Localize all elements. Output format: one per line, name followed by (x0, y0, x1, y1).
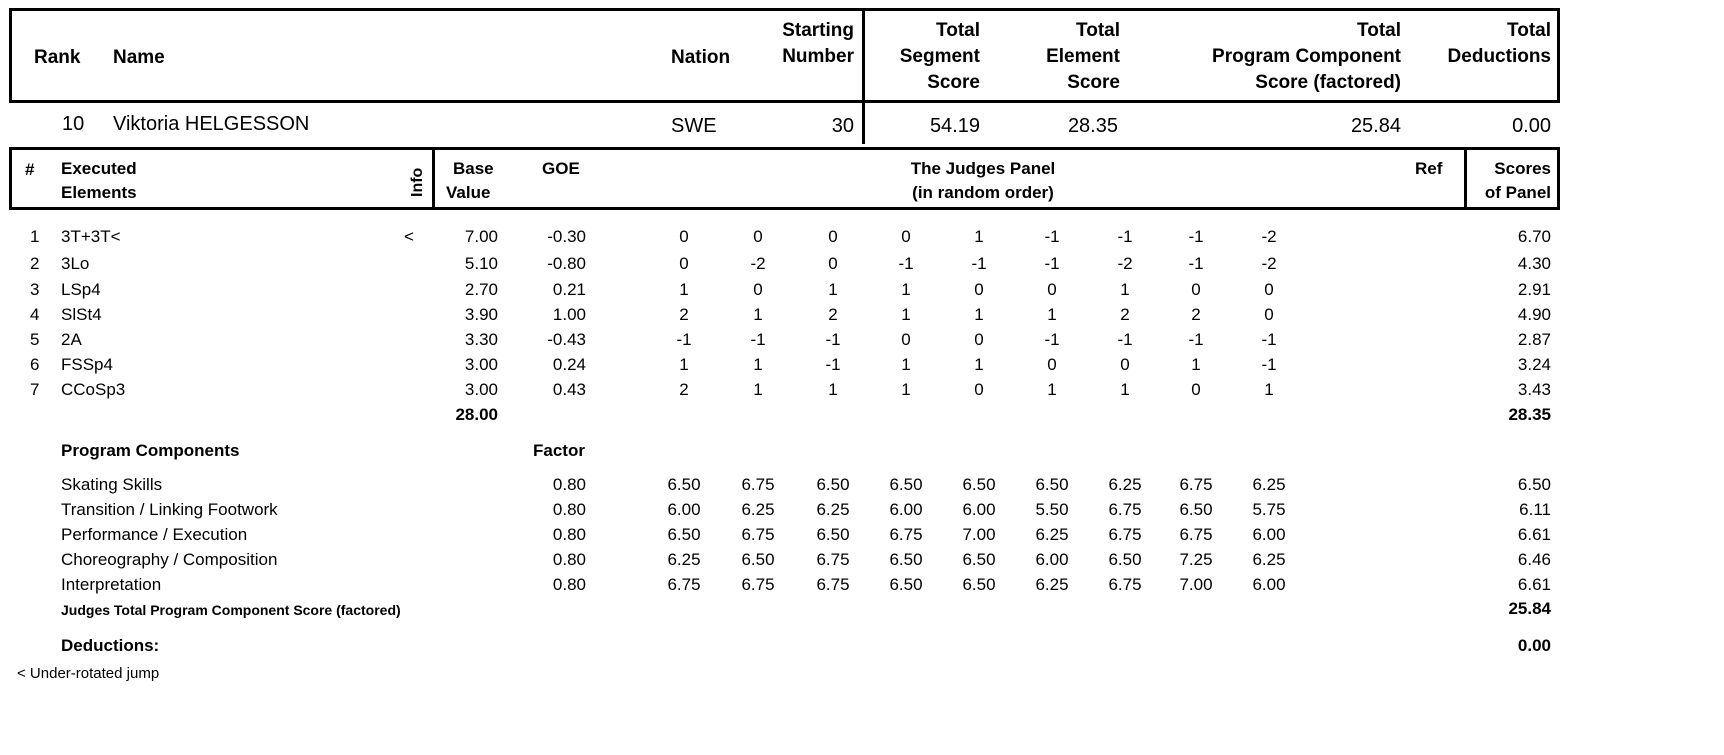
judge-component-score: 6.25 (1108, 475, 1142, 494)
judge-component-score: 6.75 (1108, 500, 1142, 519)
element-base-value: 7.00 (464, 227, 498, 246)
element-base-value: 3.00 (464, 355, 498, 374)
element-number: 6 (30, 355, 40, 374)
skater-deductions: 0.00 (1512, 115, 1551, 137)
judge-component-score: 6.50 (1035, 475, 1069, 494)
judge-component-score: 6.75 (816, 575, 850, 594)
judge-component-score: 6.75 (1179, 525, 1213, 544)
judge-component-score: 5.50 (1035, 500, 1069, 519)
judge-component-score: 5.75 (1252, 500, 1286, 519)
judge-component-score: 6.25 (667, 550, 701, 569)
judge-component-score: 7.00 (962, 525, 996, 544)
element-name: FSSp4 (61, 355, 113, 374)
tss-header: Total Segment Score (899, 20, 980, 93)
judge-score: 1 (901, 305, 911, 324)
base-value-total: 28.00 (455, 405, 498, 424)
judge-component-score: 6.50 (889, 475, 923, 494)
judge-score: 1 (1120, 280, 1130, 299)
judge-score: -1 (1044, 227, 1060, 246)
judge-component-score: 6.75 (1179, 475, 1213, 494)
element-name: CCoSp3 (61, 380, 126, 399)
judge-component-score: 6.50 (816, 525, 850, 544)
judge-score: -1 (1188, 227, 1204, 246)
judge-component-score: 6.50 (1108, 550, 1142, 569)
component-factor: 0.80 (552, 575, 586, 594)
factor-header: Factor (533, 441, 585, 460)
judge-score: 0 (828, 227, 838, 246)
judge-component-score: 6.25 (741, 500, 775, 519)
num-header: # (25, 160, 35, 179)
judge-component-score: 7.25 (1179, 550, 1213, 569)
judge-score: 2 (679, 305, 689, 324)
component-name: Transition / Linking Footwork (61, 500, 278, 519)
judge-score: 1 (1047, 305, 1057, 324)
component-panel-score: 6.11 (1519, 500, 1551, 519)
skater-tss: 54.19 (929, 115, 980, 137)
element-base-value: 5.10 (464, 254, 498, 273)
component-row (0, 572, 1724, 598)
judge-score: 1 (1264, 380, 1274, 399)
element-row (0, 352, 1724, 378)
component-panel-score: 6.46 (1517, 550, 1551, 569)
judge-score: 0 (828, 254, 838, 273)
tes-header: Total Element Score (1046, 20, 1120, 93)
judge-component-score: 6.50 (816, 475, 850, 494)
elements-header-box (9, 147, 1560, 210)
pcs-total-value: 25.84 (1508, 599, 1551, 618)
element-goe: -0.43 (547, 330, 586, 349)
element-panel-score: 3.24 (1517, 355, 1551, 374)
judge-score: -2 (750, 254, 766, 273)
judge-score: -1 (750, 330, 766, 349)
element-goe: -0.30 (547, 227, 586, 246)
element-goe: 0.24 (552, 355, 586, 374)
judge-component-score: 6.75 (741, 575, 775, 594)
judge-score: 0 (679, 254, 689, 273)
judge-score: 1 (753, 305, 763, 324)
judge-component-score: 6.25 (1035, 575, 1069, 594)
element-score-total: 28.35 (1508, 405, 1551, 424)
judge-score: 1 (1120, 380, 1130, 399)
skater-pcs: 25.84 (1350, 115, 1401, 137)
judge-component-score: 6.00 (667, 500, 701, 519)
element-row (0, 224, 1724, 250)
deductions-label: Deductions: (61, 636, 160, 655)
judge-score: -1 (1188, 330, 1204, 349)
program-components-title: Program Components (61, 441, 240, 460)
element-goe: 0.43 (552, 380, 586, 399)
element-name: LSp4 (61, 280, 101, 299)
element-panel-score: 3.43 (1517, 380, 1551, 399)
judge-component-score: 6.50 (667, 475, 701, 494)
base-value-header: Base Value (446, 159, 494, 202)
elements-header-divider-right (1464, 147, 1467, 210)
judge-component-score: 6.25 (1035, 525, 1069, 544)
judge-component-score: 6.50 (1179, 500, 1213, 519)
element-panel-score: 4.90 (1517, 305, 1551, 324)
deductions-header: Total Deductions (1447, 20, 1551, 67)
deductions-value: 0.00 (1517, 636, 1551, 655)
element-base-value: 2.70 (464, 280, 498, 299)
element-info: < (404, 227, 414, 246)
component-factor: 0.80 (552, 475, 586, 494)
component-name: Interpretation (61, 575, 162, 594)
judge-score: 1 (901, 380, 911, 399)
judge-score: 1 (974, 305, 984, 324)
judge-component-score: 6.00 (1252, 575, 1286, 594)
judge-component-score: 6.25 (1252, 550, 1286, 569)
skater-starting-number: 30 (831, 115, 854, 137)
judge-score: -1 (971, 254, 987, 273)
judge-score: -1 (898, 254, 914, 273)
judge-component-score: 6.75 (1108, 575, 1142, 594)
component-panel-score: 6.61 (1517, 575, 1551, 594)
element-number: 7 (30, 380, 40, 399)
component-row (0, 497, 1724, 523)
judge-component-score: 6.75 (1108, 525, 1142, 544)
judge-component-score: 6.00 (962, 500, 996, 519)
judge-component-score: 6.00 (1035, 550, 1069, 569)
component-panel-score: 6.61 (1517, 525, 1551, 544)
element-base-value: 3.90 (464, 305, 498, 324)
element-number: 5 (30, 330, 40, 349)
judge-score: 0 (679, 227, 689, 246)
judge-score: 1 (679, 280, 689, 299)
ref-header: Ref (1415, 159, 1443, 178)
judge-score: 0 (1047, 280, 1057, 299)
judge-score: 2 (679, 380, 689, 399)
judge-score: 0 (1047, 355, 1057, 374)
judge-score: 2 (1191, 305, 1201, 324)
judge-component-score: 6.25 (1252, 475, 1286, 494)
judge-score: 0 (1191, 280, 1201, 299)
judge-score: 1 (901, 355, 911, 374)
judge-score: 1 (1047, 380, 1057, 399)
judge-component-score: 6.50 (962, 575, 996, 594)
nation-header: Nation (671, 47, 731, 68)
element-row (0, 302, 1724, 328)
judge-score: -1 (1261, 330, 1277, 349)
element-name: 3T+3T< (61, 227, 121, 246)
component-name: Choreography / Composition (61, 550, 278, 569)
judge-score: 0 (974, 380, 984, 399)
judge-component-score: 6.50 (962, 550, 996, 569)
judge-score: 1 (901, 280, 911, 299)
component-factor: 0.80 (552, 525, 586, 544)
judge-component-score: 6.50 (667, 525, 701, 544)
judge-score: 0 (1191, 380, 1201, 399)
element-number: 1 (30, 227, 40, 246)
judge-score: 1 (753, 355, 763, 374)
element-row (0, 277, 1724, 303)
element-panel-score: 6.70 (1517, 227, 1551, 246)
skater-name: Viktoria HELGESSON (113, 113, 310, 135)
judge-score: 0 (753, 227, 763, 246)
element-number: 2 (30, 254, 40, 273)
element-name: SlSt4 (61, 305, 102, 324)
judge-component-score: 6.75 (667, 575, 701, 594)
judge-score: 0 (974, 330, 984, 349)
judge-component-score: 6.50 (962, 475, 996, 494)
pcs-header: Total Program Component Score (factored) (1212, 20, 1401, 93)
judge-score: 0 (1264, 280, 1274, 299)
judge-component-score: 7.00 (1179, 575, 1213, 594)
judge-score: 1 (1191, 355, 1201, 374)
judge-score: 1 (753, 380, 763, 399)
judge-score: -1 (825, 355, 841, 374)
judge-score: -1 (1044, 254, 1060, 273)
judge-score: -1 (1044, 330, 1060, 349)
component-name: Performance / Execution (61, 525, 248, 544)
judge-component-score: 6.50 (889, 550, 923, 569)
judge-score: -1 (825, 330, 841, 349)
judge-score: 1 (974, 227, 984, 246)
element-name: 2A (61, 330, 82, 349)
judge-score: -2 (1261, 227, 1277, 246)
judge-score: 0 (974, 280, 984, 299)
element-base-value: 3.00 (464, 380, 498, 399)
judge-component-score: 6.00 (1252, 525, 1286, 544)
element-row (0, 327, 1724, 353)
judge-score: 1 (679, 355, 689, 374)
judge-score: 1 (828, 280, 838, 299)
component-panel-score: 6.50 (1517, 475, 1551, 494)
skater-rank: 10 (62, 113, 85, 135)
judge-score: 0 (1120, 355, 1130, 374)
component-row (0, 547, 1724, 573)
judge-score: -1 (676, 330, 692, 349)
judge-component-score: 6.75 (741, 475, 775, 494)
component-name: Skating Skills (61, 475, 163, 494)
judge-score: -1 (1117, 330, 1133, 349)
judge-score: 1 (974, 355, 984, 374)
judge-component-score: 6.25 (816, 500, 850, 519)
footnote-under-rotated: < Under-rotated jump (17, 665, 160, 682)
elements-header-divider-left (432, 147, 435, 210)
judge-score: -1 (1117, 227, 1133, 246)
component-row (0, 472, 1724, 498)
component-row (0, 522, 1724, 548)
element-panel-score: 2.91 (1517, 280, 1551, 299)
judge-component-score: 6.75 (816, 550, 850, 569)
judge-score: 2 (828, 305, 838, 324)
judge-component-score: 6.75 (741, 525, 775, 544)
judges-panel-header: The Judges Panel (in random order) (910, 159, 1056, 202)
judge-score: -2 (1117, 254, 1133, 273)
element-row (0, 377, 1724, 403)
element-name: 3Lo (61, 254, 90, 273)
element-row (0, 251, 1724, 277)
element-number: 3 (30, 280, 40, 299)
scores-of-panel-header: Scores of Panel (1484, 159, 1551, 202)
judge-score: 0 (901, 227, 911, 246)
judge-score: -1 (1188, 254, 1204, 273)
element-goe: 0.21 (552, 280, 586, 299)
judge-score: 0 (1264, 305, 1274, 324)
goe-header: GOE (542, 159, 580, 178)
pcs-total-label: Judges Total Program Component Score (factored) (61, 602, 401, 618)
judge-score: 0 (901, 330, 911, 349)
judge-score: -2 (1261, 254, 1277, 273)
skater-nation: SWE (671, 115, 717, 137)
judge-score: 1 (828, 380, 838, 399)
judge-score: 0 (753, 280, 763, 299)
element-panel-score: 2.87 (1517, 330, 1551, 349)
judge-component-score: 6.50 (741, 550, 775, 569)
judge-score: 2 (1120, 305, 1130, 324)
element-goe: -0.80 (547, 254, 586, 273)
element-number: 4 (30, 305, 40, 324)
rank-header: Rank (34, 47, 81, 68)
starting-number-header: Starting Number (782, 20, 854, 67)
judge-component-score: 6.00 (889, 500, 923, 519)
judge-component-score: 6.50 (889, 575, 923, 594)
component-factor: 0.80 (552, 550, 586, 569)
skater-tes: 28.35 (1067, 115, 1118, 137)
element-base-value: 3.30 (464, 330, 498, 349)
judge-score: -1 (1261, 355, 1277, 374)
executed-elements-header: Executed Elements (61, 159, 137, 202)
element-goe: 1.00 (552, 305, 586, 324)
info-header: Info (409, 167, 426, 197)
name-header: Name (113, 47, 165, 68)
judge-component-score: 6.75 (889, 525, 923, 544)
element-panel-score: 4.30 (1517, 254, 1551, 273)
component-factor: 0.80 (552, 500, 586, 519)
